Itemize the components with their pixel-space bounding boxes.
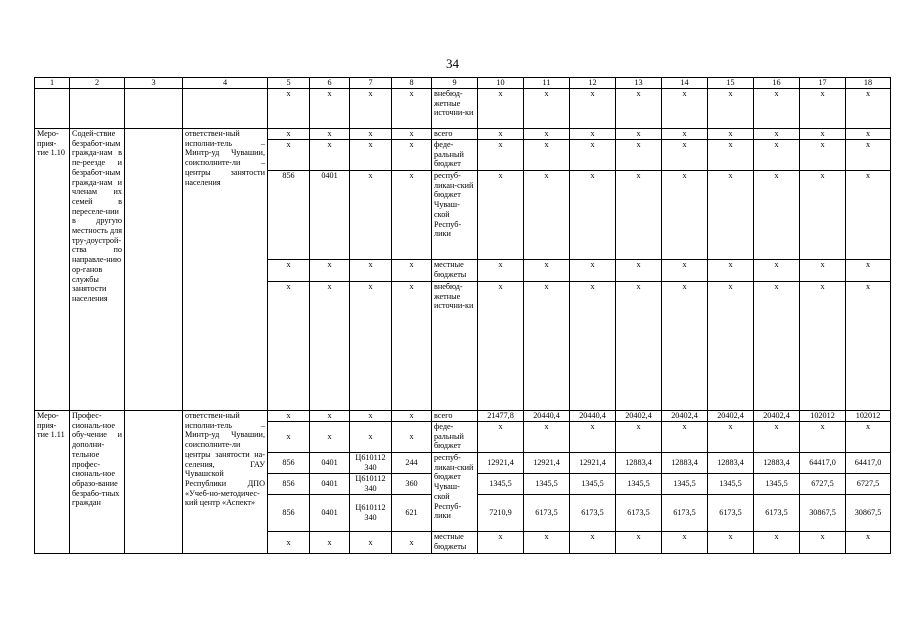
table-cell: х — [754, 171, 800, 260]
table-cell: х — [616, 171, 662, 260]
amount-cell: 102012 — [800, 411, 846, 422]
column-header: 6 — [310, 78, 350, 89]
table-cell: х — [662, 140, 708, 171]
table-cell: х — [524, 129, 570, 140]
table-cell: х — [754, 89, 800, 129]
table-cell: х — [570, 171, 616, 260]
table-cell: х — [478, 140, 524, 171]
table-cell: х — [310, 282, 350, 411]
table-cell: 856 — [268, 495, 310, 532]
table-cell: х — [268, 89, 310, 129]
table-cell: х — [662, 282, 708, 411]
table-cell — [35, 89, 70, 129]
amount-cell: 20440,4 — [524, 411, 570, 422]
table-cell: х — [392, 282, 432, 411]
amount-cell: 1345,5 — [524, 474, 570, 495]
table-cell: х — [268, 422, 310, 453]
table-cell: х — [846, 171, 891, 260]
amount-cell: х — [708, 422, 754, 453]
amount-cell: х — [662, 422, 708, 453]
table-cell: х — [754, 129, 800, 140]
table-body — [35, 78, 891, 554]
amount-cell: 1345,5 — [754, 474, 800, 495]
amount-cell: х — [754, 422, 800, 453]
table-cell: х — [570, 89, 616, 129]
table-cell — [125, 411, 183, 554]
column-header: 10 — [478, 78, 524, 89]
column-header: 4 — [183, 78, 268, 89]
amount-cell: 20440,4 — [570, 411, 616, 422]
amount-cell: х — [800, 532, 846, 554]
table-cell: х — [350, 140, 392, 171]
table-row — [35, 89, 891, 129]
table-cell: х — [570, 129, 616, 140]
column-header: 14 — [662, 78, 708, 89]
amount-cell: 7210,9 — [478, 495, 524, 532]
table-cell: 244 — [392, 453, 432, 474]
table-cell: х — [310, 140, 350, 171]
table-cell: х — [350, 260, 392, 282]
table-cell: х — [392, 411, 432, 422]
table-cell: х — [800, 260, 846, 282]
table-cell: х — [350, 129, 392, 140]
funding-source: всего — [432, 411, 478, 422]
table-cell: Ц610112 340 — [350, 495, 392, 532]
amount-cell: 1345,5 — [478, 474, 524, 495]
table-cell: х — [570, 260, 616, 282]
table-cell — [125, 89, 183, 129]
amount-cell: 30867,5 — [846, 495, 891, 532]
amount-cell: 12883,4 — [616, 453, 662, 474]
table-cell: х — [616, 260, 662, 282]
table-cell: х — [524, 260, 570, 282]
funding-source: феде-ральный бюджет — [432, 422, 478, 453]
table-cell: х — [570, 140, 616, 171]
amount-cell: 20402,4 — [616, 411, 662, 422]
amount-cell: 6173,5 — [708, 495, 754, 532]
table-cell: х — [478, 89, 524, 129]
table-cell: х — [392, 140, 432, 171]
table-cell: х — [350, 89, 392, 129]
amount-cell: 12883,4 — [662, 453, 708, 474]
column-header: 13 — [616, 78, 662, 89]
table-cell: Ц610112 340 — [350, 453, 392, 474]
amount-cell: х — [524, 422, 570, 453]
amount-cell: х — [570, 422, 616, 453]
table-cell: внебюд-жетные источни-ки — [432, 89, 478, 129]
table-cell: 0401 — [310, 171, 350, 260]
table-cell: х — [846, 140, 891, 171]
table-cell: 621 — [392, 495, 432, 532]
column-header: 3 — [125, 78, 183, 89]
column-header: 15 — [708, 78, 754, 89]
amount-cell: 20402,4 — [708, 411, 754, 422]
table-cell: х — [478, 129, 524, 140]
table-cell: х — [616, 282, 662, 411]
table-cell: х — [800, 89, 846, 129]
table-cell: х — [268, 282, 310, 411]
measure-1-11-row — [35, 411, 891, 422]
page-number: 34 — [446, 56, 459, 71]
amount-cell: 6173,5 — [570, 495, 616, 532]
amount-cell: 12883,4 — [708, 453, 754, 474]
column-header: 12 — [570, 78, 616, 89]
column-header: 2 — [70, 78, 125, 89]
amount-cell: х — [570, 532, 616, 554]
executor: ответствен-ный исполни-тель – Минтр-уд Чувашии, соисполните-ли центры занятости на-селения, ГАУ Чувашской Республики ДПО «Учеб-но-методичес-кий центр «Аспект» — [183, 411, 268, 554]
table-cell: 0401 — [310, 474, 350, 495]
table-cell — [125, 129, 183, 411]
column-header: 18 — [846, 78, 891, 89]
table-cell: х — [754, 282, 800, 411]
table-cell: х — [392, 532, 432, 554]
table-cell: х — [616, 89, 662, 129]
table-cell: х — [268, 411, 310, 422]
table-cell: х — [570, 282, 616, 411]
amount-cell: х — [846, 422, 891, 453]
table-cell: х — [478, 171, 524, 260]
amount-cell: х — [478, 422, 524, 453]
table-cell: х — [708, 171, 754, 260]
measure-1-10-row — [35, 129, 891, 140]
table-cell: 856 — [268, 453, 310, 474]
table-cell: х — [662, 129, 708, 140]
table-cell: х — [392, 89, 432, 129]
amount-cell: 21477,8 — [478, 411, 524, 422]
table-cell: х — [800, 129, 846, 140]
amount-cell: 6173,5 — [754, 495, 800, 532]
table-cell: х — [524, 140, 570, 171]
table-cell: х — [708, 260, 754, 282]
amount-cell: х — [616, 422, 662, 453]
table-cell: х — [524, 89, 570, 129]
table-cell: х — [392, 260, 432, 282]
funding-source: феде-ральный бюджет — [432, 140, 478, 171]
amount-cell: 6173,5 — [524, 495, 570, 532]
table-cell: х — [478, 260, 524, 282]
amount-cell: х — [524, 532, 570, 554]
amount-cell: 64417,0 — [846, 453, 891, 474]
column-header: 7 — [350, 78, 392, 89]
column-header: 9 — [432, 78, 478, 89]
table-cell: х — [350, 282, 392, 411]
table-cell: х — [524, 282, 570, 411]
measure-code: Меро-прия-тие 1.10 — [35, 129, 70, 411]
table-cell: х — [846, 282, 891, 411]
header-row — [35, 78, 891, 89]
table-cell: х — [662, 171, 708, 260]
amount-cell: 6727,5 — [846, 474, 891, 495]
table-cell: х — [708, 129, 754, 140]
table-cell: 0401 — [310, 495, 350, 532]
table-cell: х — [800, 140, 846, 171]
table-cell: х — [708, 89, 754, 129]
amount-cell: 6727,5 — [800, 474, 846, 495]
table-cell: х — [708, 140, 754, 171]
table-cell — [70, 89, 125, 129]
amount-cell: 12921,4 — [478, 453, 524, 474]
amount-cell: х — [754, 532, 800, 554]
funding-source: респуб-ликан-ский бюджет Чуваш-ской Респуб-лики — [432, 171, 478, 260]
amount-cell: 30867,5 — [800, 495, 846, 532]
table-cell: х — [268, 532, 310, 554]
amount-cell: 12921,4 — [524, 453, 570, 474]
column-header: 11 — [524, 78, 570, 89]
table-cell: 856 — [268, 171, 310, 260]
table-cell: х — [662, 89, 708, 129]
executor: ответствен-ный исполни-тель – Минтр-уд Чувашии, соисполните-ли – центры занятости населения — [183, 129, 268, 411]
amount-cell: 1345,5 — [616, 474, 662, 495]
table-cell: х — [616, 140, 662, 171]
table-cell: х — [268, 260, 310, 282]
measure-code: Меро-прия-тие 1.11 — [35, 411, 70, 554]
table-cell: 0401 — [310, 453, 350, 474]
table-cell — [183, 89, 268, 129]
table-cell: х — [708, 282, 754, 411]
table-cell: х — [478, 282, 524, 411]
table-cell: х — [392, 171, 432, 260]
amount-cell: 20402,4 — [754, 411, 800, 422]
amount-cell: х — [708, 532, 754, 554]
table-cell: х — [616, 129, 662, 140]
table-cell: х — [846, 260, 891, 282]
table-cell: х — [392, 422, 432, 453]
table-cell: х — [310, 89, 350, 129]
amount-cell: 6173,5 — [616, 495, 662, 532]
table-cell: х — [268, 140, 310, 171]
column-header: 5 — [268, 78, 310, 89]
table-cell: 856 — [268, 474, 310, 495]
amount-cell: 1345,5 — [570, 474, 616, 495]
measure-name: Содей-ствие безработ-ным гражда-нам в пе-реезде и безработ-ным гражда-нам и членам их семей в переселе-нии в другую местность для тру-доустрой-ства по направле-нию ор-ганов службы занятости населения — [70, 129, 125, 411]
amount-cell: 20402,4 — [662, 411, 708, 422]
table-cell: х — [350, 171, 392, 260]
table-cell: х — [310, 422, 350, 453]
table-cell: х — [310, 129, 350, 140]
funding-source: местные бюджеты — [432, 532, 478, 554]
amount-cell: 12921,4 — [570, 453, 616, 474]
table-cell: х — [754, 140, 800, 171]
program-table — [34, 77, 891, 554]
table-cell: х — [310, 532, 350, 554]
column-header: 8 — [392, 78, 432, 89]
funding-source: местные бюджеты — [432, 260, 478, 282]
table-cell: х — [754, 260, 800, 282]
amount-cell: х — [478, 532, 524, 554]
amount-cell: 1345,5 — [662, 474, 708, 495]
table-cell: х — [310, 411, 350, 422]
amount-cell: 102012 — [846, 411, 891, 422]
amount-cell: 6173,5 — [662, 495, 708, 532]
funding-source: всего — [432, 129, 478, 140]
amount-cell: 1345,5 — [708, 474, 754, 495]
table-cell: х — [524, 171, 570, 260]
table-cell: 360 — [392, 474, 432, 495]
table-cell: х — [800, 171, 846, 260]
amount-cell: х — [616, 532, 662, 554]
table-cell: х — [350, 532, 392, 554]
funding-source: внебюд-жетные источни-ки — [432, 282, 478, 411]
funding-source: респуб-ликан-ский бюджет Чуваш-ской Респуб-лики — [432, 453, 478, 532]
table-cell: х — [662, 260, 708, 282]
table-cell: х — [310, 260, 350, 282]
table-cell: х — [800, 282, 846, 411]
amount-cell: х — [800, 422, 846, 453]
table-cell: Ц610112 340 — [350, 474, 392, 495]
table-cell: х — [846, 129, 891, 140]
table-cell: х — [350, 422, 392, 453]
amount-cell: 64417,0 — [800, 453, 846, 474]
measure-name: Профес-сиональ-ное обу-чение и дополни-тельное профес-сиональ-ное образо-вание безрабо-тных граждан — [70, 411, 125, 554]
table-cell: х — [392, 129, 432, 140]
amount-cell: х — [846, 532, 891, 554]
column-header: 1 — [35, 78, 70, 89]
table-cell: х — [268, 129, 310, 140]
column-header: 17 — [800, 78, 846, 89]
amount-cell: х — [662, 532, 708, 554]
table-cell: х — [846, 89, 891, 129]
column-header: 16 — [754, 78, 800, 89]
amount-cell: 12883,4 — [754, 453, 800, 474]
table-cell: х — [350, 411, 392, 422]
